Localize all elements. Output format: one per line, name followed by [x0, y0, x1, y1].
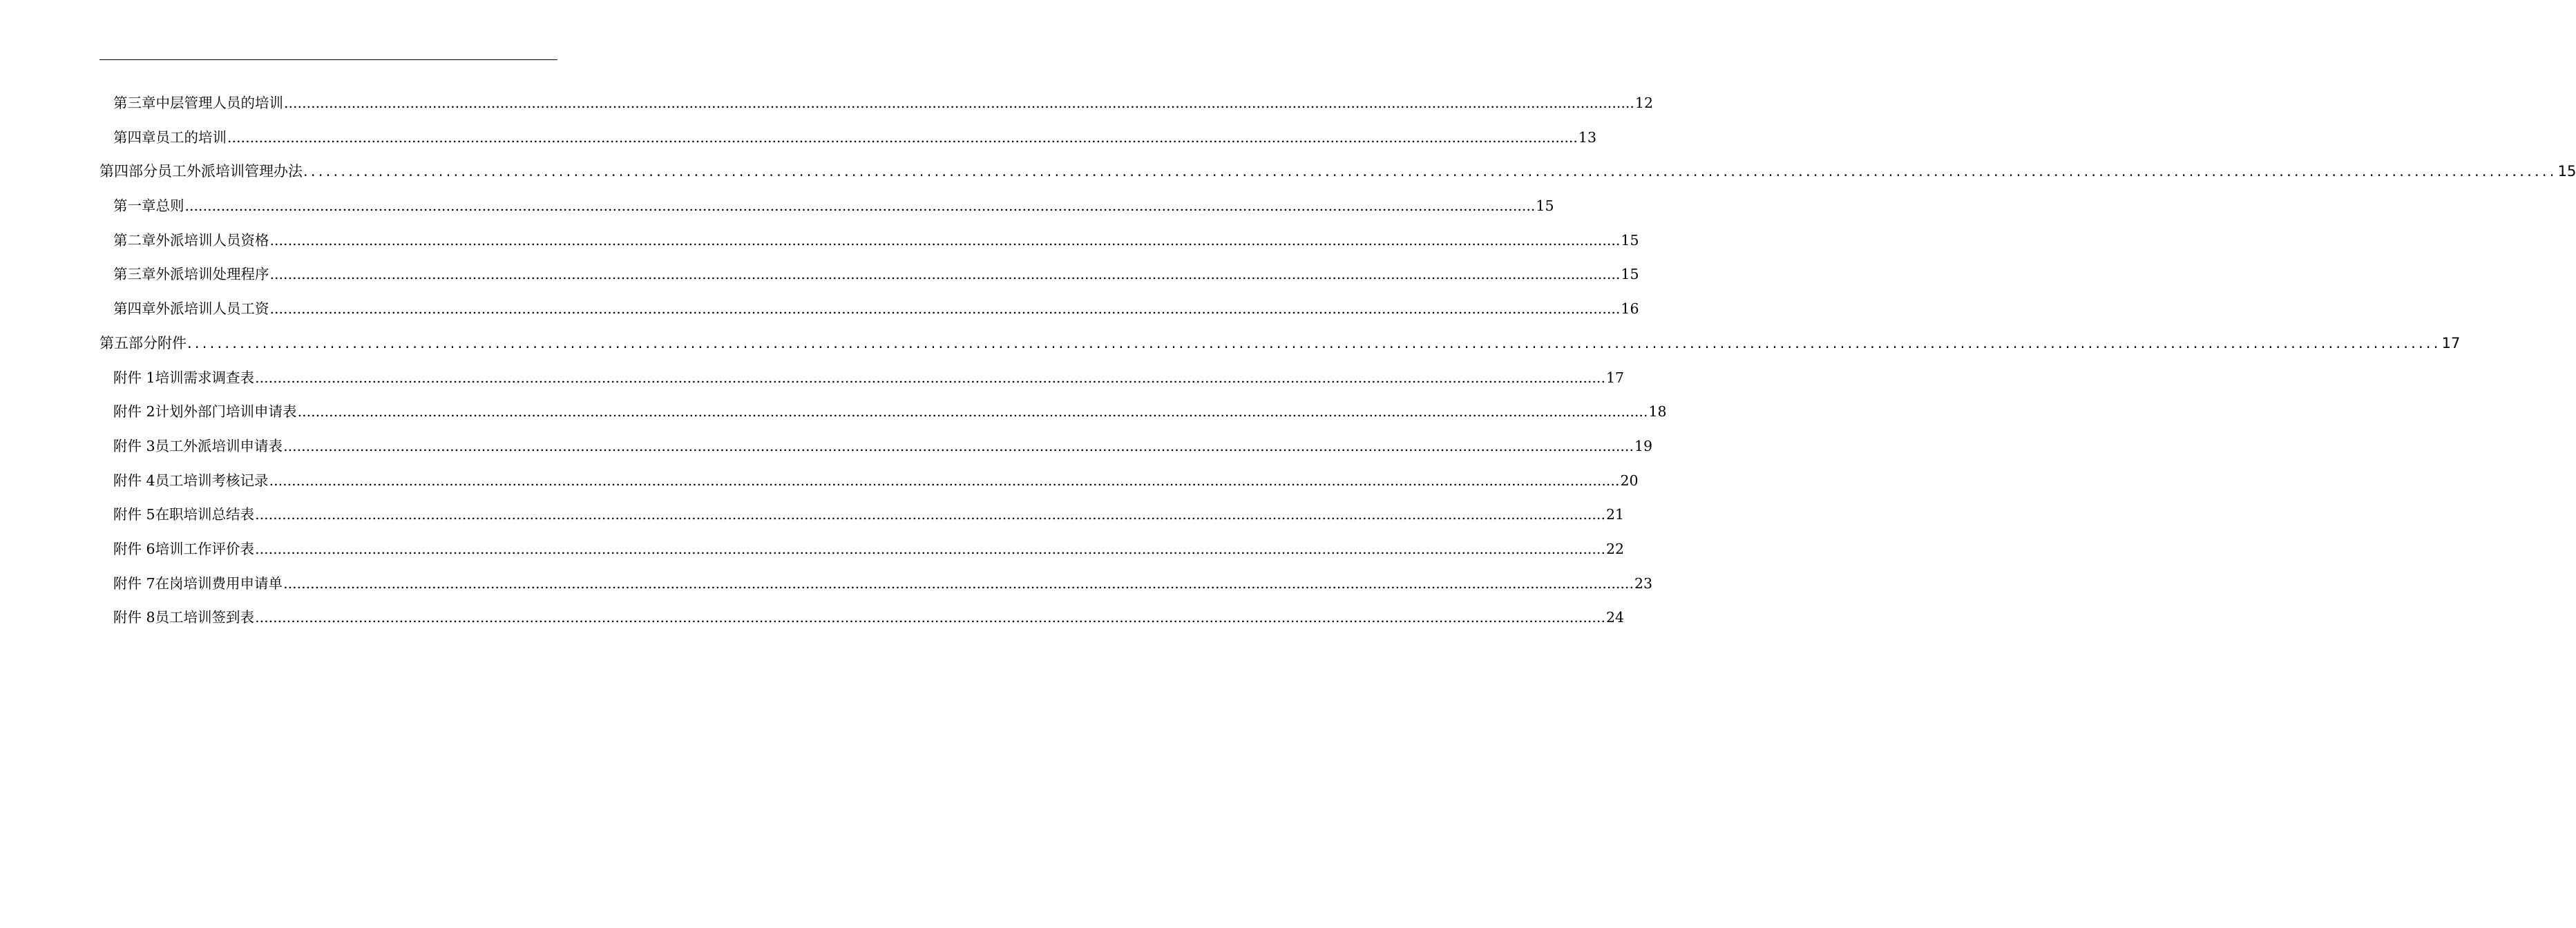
- toc-attachment-number: 附件 7: [113, 574, 155, 592]
- dot-leader: ............................................................................................................................................................................................................................................................................................................: [269, 231, 1621, 249]
- toc-entry-page: 15: [1621, 266, 1639, 283]
- toc-entry-page: 19: [1634, 437, 1653, 454]
- dot-leader: ............................................................................................................................................................................................................................................................................................................: [284, 95, 1634, 111]
- toc-attachment-entry[interactable]: [99, 601, 1625, 635]
- toc-entry-page: 23: [1634, 574, 1653, 592]
- dot-leader: ............................................................................................................................................................................................................................................................................................................: [255, 506, 1605, 523]
- toc-entry[interactable]: [99, 121, 1597, 155]
- toc-entry-title: 中层管理人员的培训: [155, 95, 283, 111]
- dot-leader: ............................................................................................................................................................................................................................................................................................................: [283, 437, 1634, 454]
- toc-attachment-number: 附件 5: [113, 506, 155, 523]
- toc-part-entry[interactable]: [99, 327, 2461, 361]
- toc-entry-title: 员工的培训: [155, 128, 227, 146]
- dot-leader: ............................................................................................................................................................................................................................................................................................................: [255, 540, 1605, 557]
- table-of-contents: [99, 86, 2576, 635]
- toc-entry-page: 20: [1620, 472, 1639, 489]
- dot-leader: ............................................................................................................................................................................................................................................................................................................: [269, 472, 1620, 489]
- dot-leader: ............................................................................................................................................................................................................................................................................................................: [184, 197, 1536, 215]
- toc-attachment-number: 附件 1: [113, 369, 155, 386]
- toc-attachment-title: 培训工作评价表: [155, 540, 255, 557]
- toc-attachment-number: 附件 6: [113, 540, 155, 557]
- toc-attachment-title: 培训需求调查表: [155, 369, 255, 386]
- toc-entry-number: 第一章: [113, 197, 156, 215]
- toc-attachment-entry[interactable]: [99, 464, 1639, 499]
- toc-attachment-title: 在岗培训费用申请单: [155, 574, 283, 592]
- toc-entry[interactable]: [99, 258, 1639, 292]
- toc-attachment-number: 附件 2: [113, 403, 155, 420]
- dot-leader: ............................................................................................................................................................................................................................................................................................................: [227, 128, 1578, 146]
- toc-attachment-title: 员工培训签到表: [155, 609, 255, 626]
- toc-entry-number: 第三章: [113, 95, 156, 111]
- toc-entry-page: 24: [1605, 609, 1625, 626]
- toc-entry[interactable]: [99, 189, 1554, 224]
- toc-entry-title: 外派培训人员工资: [155, 300, 269, 318]
- toc-attachment-title: 计划外部门培训申请表: [155, 403, 297, 420]
- toc-entry-page: 16: [1621, 300, 1639, 318]
- dot-leader: ............................................................................................................................................................................................................................................................................................................: [283, 574, 1634, 592]
- toc-part-number: 第四部分: [99, 163, 158, 180]
- toc-entry-number: 第四章: [113, 128, 156, 146]
- toc-entry-title: 外派培训人员资格: [155, 231, 269, 249]
- toc-entry-page: 13: [1578, 128, 1597, 146]
- toc-attachment-entry[interactable]: [99, 532, 1625, 567]
- header-rule: [99, 59, 557, 60]
- toc-entry[interactable]: [99, 86, 1654, 121]
- toc-entry-number: 第二章: [113, 231, 156, 249]
- toc-entry-page: 21: [1605, 506, 1625, 523]
- dot-leader: ............................................................................................................................................................................................................................................................................................................: [187, 334, 2441, 351]
- toc-entry-page: 12: [1634, 95, 1654, 111]
- toc-entry-page: 17: [2441, 334, 2461, 351]
- toc-entry-number: 第四章: [113, 300, 156, 318]
- dot-leader: ............................................................................................................................................................................................................................................................................................................: [255, 609, 1605, 626]
- dot-leader: ............................................................................................................................................................................................................................................................................................................: [255, 369, 1605, 386]
- toc-attachment-title: 员工外派培训申请表: [155, 437, 283, 454]
- toc-part-entry[interactable]: [99, 155, 2576, 189]
- dot-leader: ............................................................................................................................................................................................................................................................................................................: [303, 163, 2557, 180]
- toc-attachment-number: 附件 4: [113, 472, 155, 489]
- toc-entry-page: 17: [1605, 369, 1625, 386]
- toc-part-title: 附件: [158, 334, 187, 351]
- toc-attachment-entry[interactable]: [99, 429, 1653, 464]
- toc-entry-page: 18: [1648, 403, 1667, 420]
- toc-attachment-number: 附件 8: [113, 609, 155, 626]
- toc-attachment-entry[interactable]: [99, 567, 1653, 601]
- toc-entry-page: 15: [1621, 231, 1639, 249]
- toc-part-title: 员工外派培训管理办法: [158, 163, 303, 180]
- toc-attachment-entry[interactable]: [99, 361, 1625, 396]
- toc-attachment-number: 附件 3: [113, 437, 155, 454]
- toc-entry[interactable]: [99, 292, 1639, 327]
- toc-attachment-title: 员工培训考核记录: [155, 472, 269, 489]
- dot-leader: ............................................................................................................................................................................................................................................................................................................: [269, 300, 1621, 318]
- toc-entry-number: 第三章: [113, 266, 156, 283]
- toc-entry-title: 总则: [155, 197, 184, 215]
- toc-entry-page: 15: [2557, 163, 2576, 180]
- toc-entry-title: 外派培训处理程序: [155, 266, 269, 283]
- toc-entry[interactable]: [99, 224, 1639, 258]
- toc-entry-page: 22: [1605, 540, 1625, 557]
- dot-leader: ............................................................................................................................................................................................................................................................................................................: [297, 403, 1648, 420]
- toc-attachment-title: 在职培训总结表: [155, 506, 255, 523]
- toc-part-number: 第五部分: [99, 334, 158, 351]
- toc-attachment-entry[interactable]: [99, 395, 1667, 429]
- dot-leader: ............................................................................................................................................................................................................................................................................................................: [269, 266, 1621, 283]
- toc-entry-page: 15: [1536, 197, 1554, 215]
- toc-attachment-entry[interactable]: [99, 498, 1625, 532]
